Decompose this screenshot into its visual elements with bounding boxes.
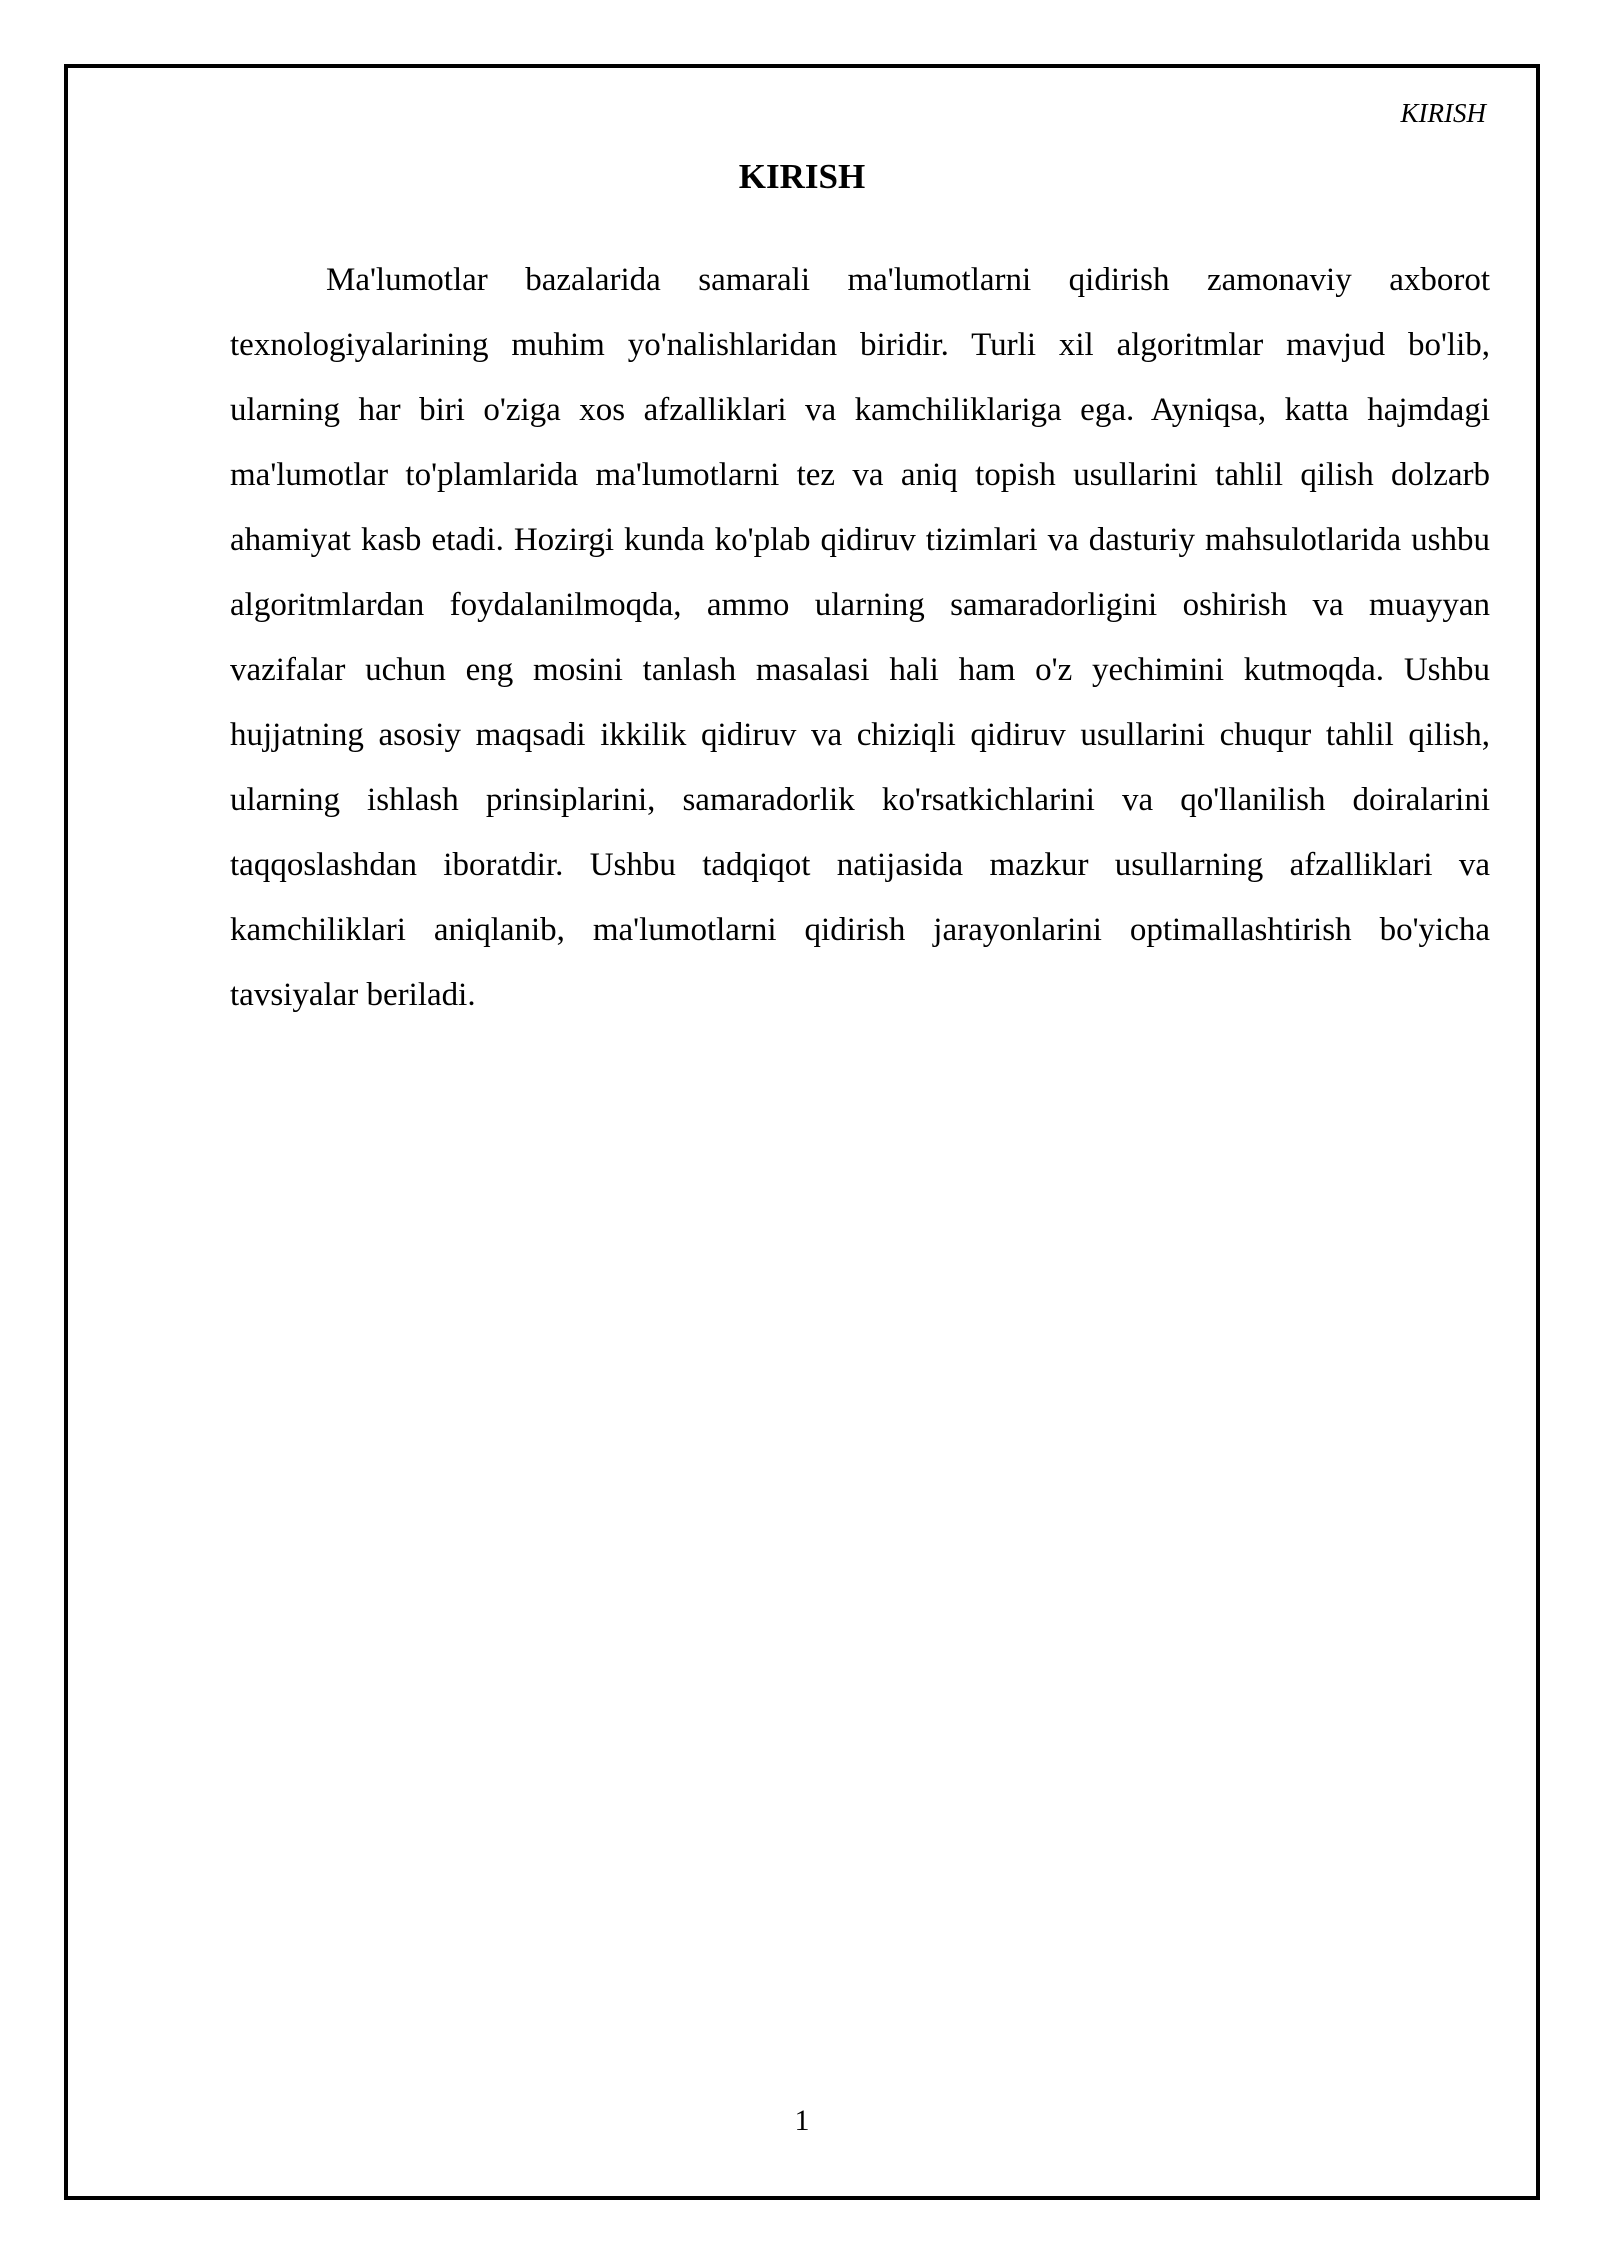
running-header: KIRISH	[1400, 98, 1486, 128]
section-title: KIRISH	[738, 157, 866, 196]
page-number: 1	[794, 2104, 810, 2137]
body-paragraph: Ma'lumotlar bazalarida samarali ma'lumotlarni qidirish zamonaviy axborot texnologiyalarining muhim yo'nalishlaridan biridir. Turli xil algoritmlar mavjud bo'lib, ularning har biri o'ziga xos afzalliklari va kamchiliklariga ega. Ayniqsa, katta hajmdagi ma'lumotlar to'plamlarida ma'lumotlarni tez va aniq topish usullarini tahlil qilish dolzarb ahamiyat kasb etadi. Hozirgi kunda ko'plab qidiruv tizimlari va dasturiy mahsulotlarida ushbu algoritmlardan foydalanilmoqda, ammo ularning samaradorligini oshirish va muayyan vazifalar uchun eng mosini tanlash masalasi hali ham o'z yechimini kutmoqda. Ushbu hujjatning asosiy maqsadi ikkilik qidiruv va chiziqli qidiruv usullarini chuqur tahlil qilish, ularning ishlash prinsiplarini, samaradorlik ko'rsatkichlarini va qo'llanilish doiralarini taqqoslashdan iboratdir. Ushbu tadqiqot natijasida mazkur usullarning afzalliklari va kamchiliklari aniqlanib, ma'lumotlarni qidirish jarayonlarini optimallashtirish bo'yicha tavsiyalar beriladi.	[230, 262, 1490, 1013]
page-frame	[64, 64, 1540, 2200]
